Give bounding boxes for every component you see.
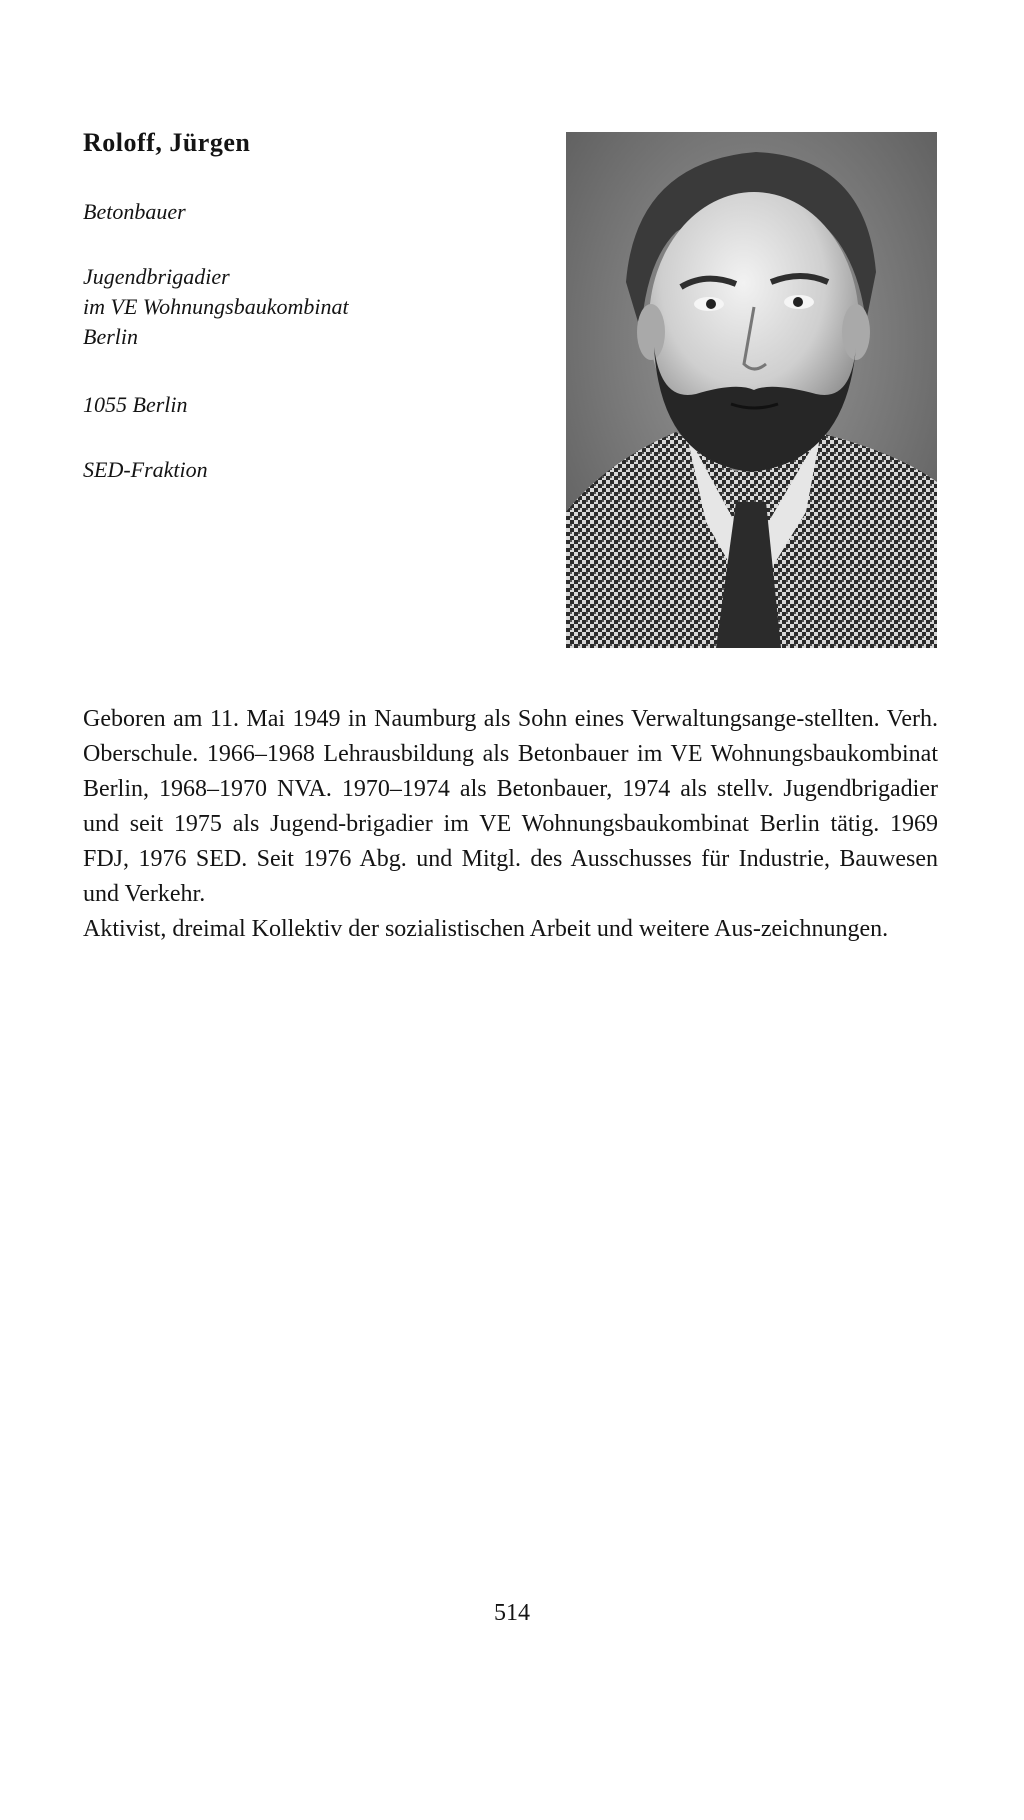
position-line: im VE Wohnungsbaukombinat	[83, 294, 349, 319]
biography-paragraph: Geboren am 11. Mai 1949 in Naumburg als Sohn eines Verwaltungsange-stellten. Verh. Oberschule. 1966–1968 Lehrausbildung als Betonbauer im VE Wohnungsbaukombinat Berlin, 1968–1970 NVA. 1970–1974 als Betonbauer, 1974 als stellv. Jugendbrigadier und seit 1975 als Jugend-brigadier im VE Wohnungsbaukombinat Berlin tätig. 1969 FDJ, 1976 SED. Seit 1976 Abg. und Mitgl. des Ausschusses für Industrie, Bauwesen und Verkehr.	[83, 706, 938, 907]
portrait-photo	[566, 132, 937, 648]
position-line: Berlin	[83, 324, 138, 349]
biography	[83, 702, 938, 947]
address: 1055 Berlin	[83, 392, 188, 417]
page-number: 514	[494, 1600, 530, 1626]
position-line: Jugendbrigadier	[83, 264, 230, 289]
biography-paragraph: Aktivist, dreimal Kollektiv der sozialistischen Arbeit und weitere Aus-zeichnungen.	[83, 916, 889, 942]
position-block	[83, 262, 349, 352]
person-name: Roloff, Jürgen	[83, 128, 251, 157]
faction: SED-Fraktion	[83, 457, 208, 482]
occupation: Betonbauer	[83, 199, 186, 224]
